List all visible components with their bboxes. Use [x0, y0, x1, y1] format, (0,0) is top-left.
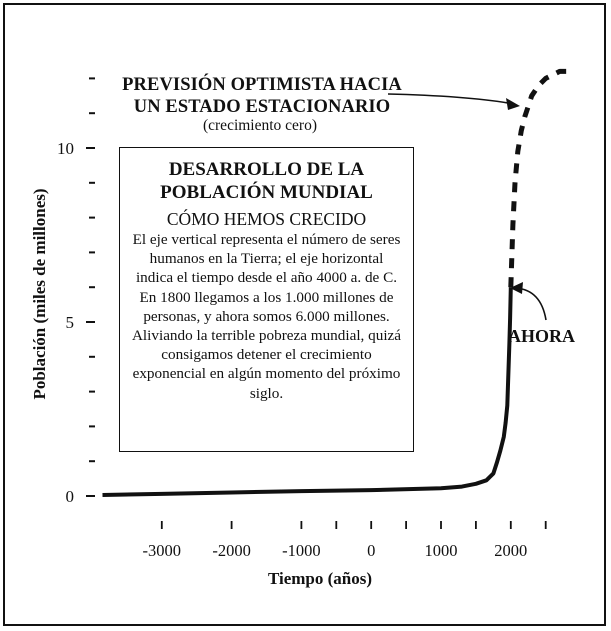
chart-description: El eje vertical representa el número de seres humanos en la Tierra; el eje horizontal indica el tiempo desde el año 4000 a. de C. En 1800 llegamos a los 1.000 millones de personas, y ahora somos 6.000 millones. Aliviando la terrible pobreza mundial, quizá consigamos detener el crecimiento exponencial en algún momento del próximo siglo.	[131, 231, 402, 402]
x-tick-label: 0	[367, 541, 376, 560]
forecast-note: (crecimiento cero)	[202, 117, 318, 134]
chart-title: DESARROLLO DE LA POBLACIÓN MUNDIAL	[160, 159, 373, 203]
now-label: AHORA	[508, 326, 575, 346]
x-tick-label: -2000	[212, 541, 251, 560]
y-tick-label: 0	[65, 487, 74, 506]
y-tick-label: 10	[57, 139, 74, 158]
y-axis-label: Población (miles de millones)	[30, 188, 49, 400]
x-tick-label: -1000	[282, 541, 321, 560]
y-tick-label: 5	[65, 313, 74, 332]
info-box	[119, 147, 414, 452]
forecast-title: PREVISIÓN OPTIMISTA HACIA UN ESTADO ESTACIONARIO	[122, 75, 402, 117]
forecast-series-line	[511, 71, 567, 287]
x-tick-label: 1000	[424, 541, 458, 560]
x-tick-label: 2000	[494, 541, 528, 560]
x-tick-label: -3000	[142, 541, 182, 560]
chart-subtitle: CÓMO HEMOS CRECIDO	[166, 209, 367, 229]
forecast-arrow-head	[506, 98, 520, 110]
x-axis-label: Tiempo (años)	[267, 569, 373, 588]
